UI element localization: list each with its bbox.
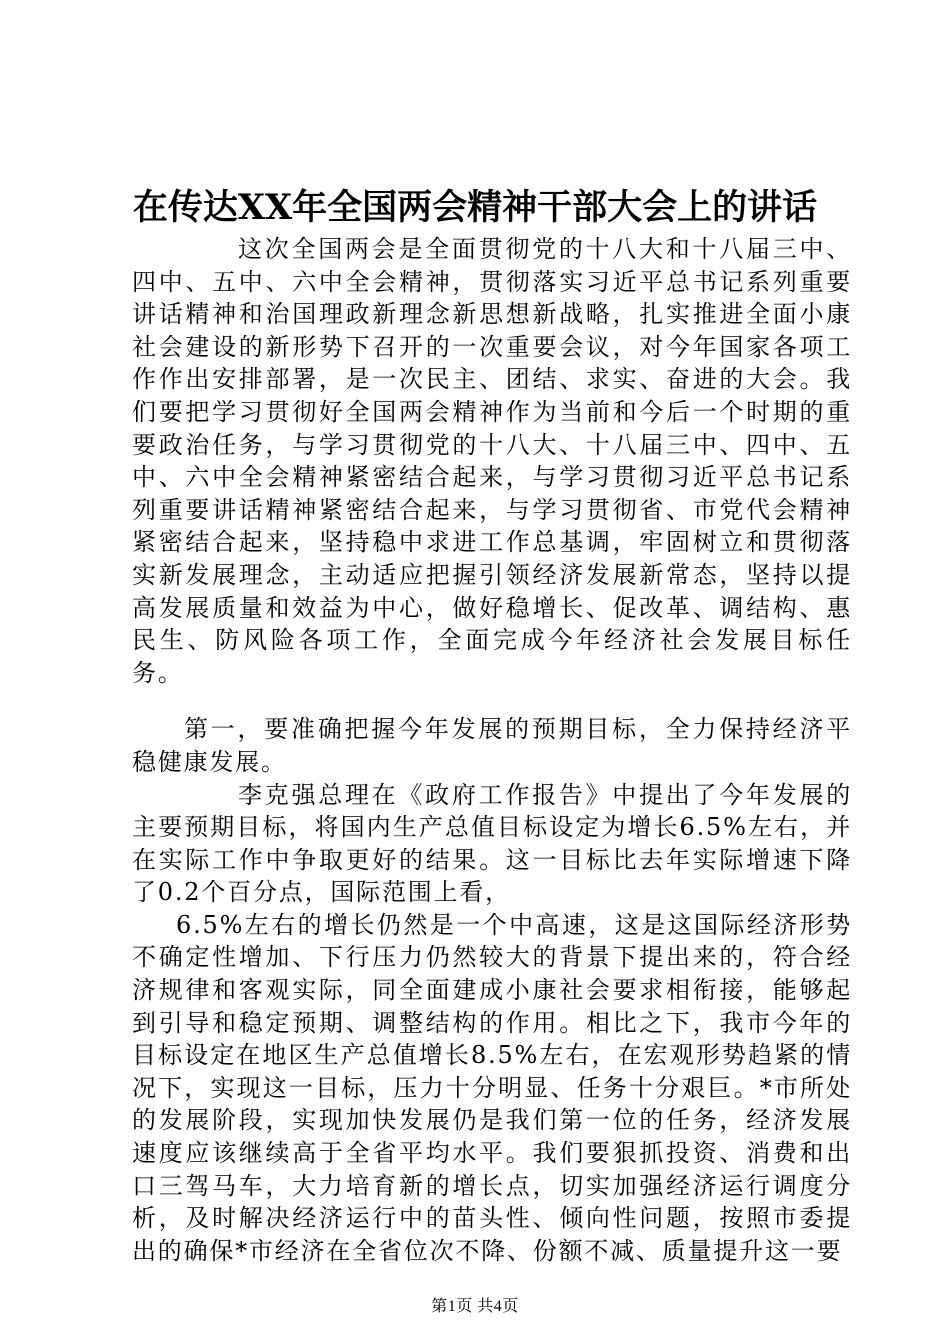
document-title: 在传达XX年全国两会精神干部大会上的讲话 [132, 187, 818, 228]
paragraph-heading-first: 第一，要准确把握今年发展的预期目标，全力保持经济平稳健康发展。 [132, 715, 852, 776]
document-body [132, 233, 852, 1267]
paragraph-report-target: 李克强总理在《政府工作报告》中提出了今年发展的主要预期目标，将国内生产总值目标设定为增长6.5%左右，并在实际工作中争取更好的结果。这一目标比去年实际增速下降了0.2个百分点，国际范围上看， [132, 780, 852, 907]
paragraph-spacer [132, 689, 852, 713]
page-number-footer: 第1页 共4页 [431, 1298, 519, 1315]
paragraph-intro: 这次全国两会是全面贯彻党的十八大和十八届三中、四中、五中、六中全会精神，贯彻落实习近平总书记系列重要讲话精神和治国理政新理念新思想新战略，扎实推进全面小康社会建设的新形势下召开的一次重要会议，对今年国家各项工作作出安排部署，是一次民主、团结、求实、奋进的大会。我们要把学习贯彻好全国两会精神作为当前和今后一个时期的重要政治任务，与学习贯彻党的十八大、十八届三中、四中、五中、六中全会精神紧密结合起来，与学习贯彻习近平总书记系列重要讲话精神紧密结合起来，与学习贯彻省、市党代会精神紧密结合起来，坚持稳中求进工作总基调，牢固树立和贯彻落实新发展理念，主动适应把握引领经济发展新常态，坚持以提高发展质量和效益为中心，做好稳增长、促改革、调结构、惠民生、防风险各项工作，全面完成今年经济社会发展目标任务。 [132, 235, 852, 687]
paragraph-growth-analysis: 6.5%左右的增长仍然是一个中高速，这是这国际经济形势不确定性增加、下行压力仍然较大的背景下提出来的，符合经济规律和客观实际，同全面建成小康社会要求相衔接，能够起到引导和稳定预期、调整结构的作用。相比之下，我市今年的目标设定在地区生产总值增长8.5%左右，在宏观形势趋紧的情况下，实现这一目标，压力十分明显、任务十分艰巨。*市所处的发展阶段，实现加快发展仍是我们第一位的任务，经济发展速度应该继续高于全省平均水平。我们要狠抓投资、消费和出口三驾马车，大力培育新的增长点，切实加强经济运行调度分析，及时解决经济运行中的苗头性、倾向性问题，按照市委提出的确保*市经济在全省位次不降、份额不减、质量提升这一要 [132, 910, 852, 1265]
